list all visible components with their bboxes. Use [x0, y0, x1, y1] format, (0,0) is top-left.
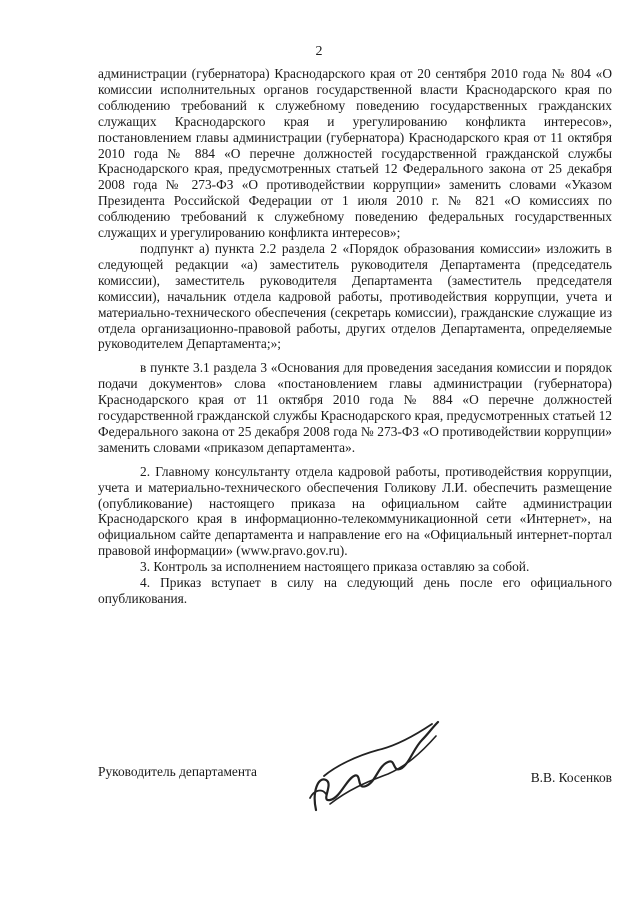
paragraph-item-3: 3. Контроль за исполнением настоящего приказа оставляю за собой.: [140, 559, 530, 575]
page-number: 2: [315, 44, 323, 59]
paragraph-item-4: 4. Приказ вступает в силу на следующий день после его официального опубликования.: [98, 575, 612, 606]
paragraph-continuation: администрации (губернатора) Краснодарского края от 20 сентября 2010 года № 804 «О комиссии исполнительных органов государственной власти Краснодарского края по соблюдению требований к служебному поведению государственных гражданских служащих Краснодарского края и урегулированию конфликта интересов», постановлением главы администрации (губернатора) Краснодарского края от 11 октября 2010 года № 884 «О перечне должностей государственной гражданской службы Краснодарского края, предусмотренных статьей 12 Федерального закона от 25 декабря 2008 года № 273-ФЗ «О противодействии коррупции» заменить словами «Указом Президента Российской Федерации от 1 июля 2010 г. № 821 «О комиссиях по соблюдению требований к служебному поведению федеральных государственных служащих и урегулированию конфликта интересов»;: [98, 66, 612, 241]
paragraph-item-2: 2. Главному консультанту отдела кадровой работы, противодействия коррупции, учета и материально-технического обеспечения Голикову Л.И. обеспечить размещение (опубликование) настоящего приказа на официальном сайте администрации Краснодарского края в информационно-телекоммуникационной сети «Интернет», на официальном сайте департамента и направление его на «Официальный интернет-портал правовой информации» (www.pravo.gov.ru).: [98, 463, 612, 559]
document-body: [98, 66, 612, 607]
paragraph-subclause-a: подпункт а) пункта 2.2 раздела 2 «Порядок образования комиссии» изложить в следующей редакции «а) заместитель руководителя Департамента (председатель комиссии), заместитель руководителя Департамента (заместитель председателя комиссии), начальник отдела кадровой работы, противодействия коррупции, учета и материально-технического обеспечения (секретарь комиссии), гражданские служащие из отдела организационно-правовой работы, других отделов Департамента, определяемые руководителем Департамента;»;: [98, 240, 612, 352]
signature-block: [98, 760, 612, 784]
paragraph-clause-3-1: в пункте 3.1 раздела 3 «Основания для проведения заседания комиссии и порядок подачи документов» слова «постановлением главы администрации (губернатора) Краснодарского края от 11 октября 2010 года № 884 «О перечне должностей государственной гражданской службы Краснодарского края, предусмотренных статьей 12 Федерального закона от 25 декабря 2008 года № 273-ФЗ «О противодействии коррупции» заменить словами «приказом департамента».: [98, 360, 613, 455]
signatory-name: В.В. Косенков: [530, 770, 612, 785]
signatory-title: Руководитель департамента: [98, 764, 257, 779]
